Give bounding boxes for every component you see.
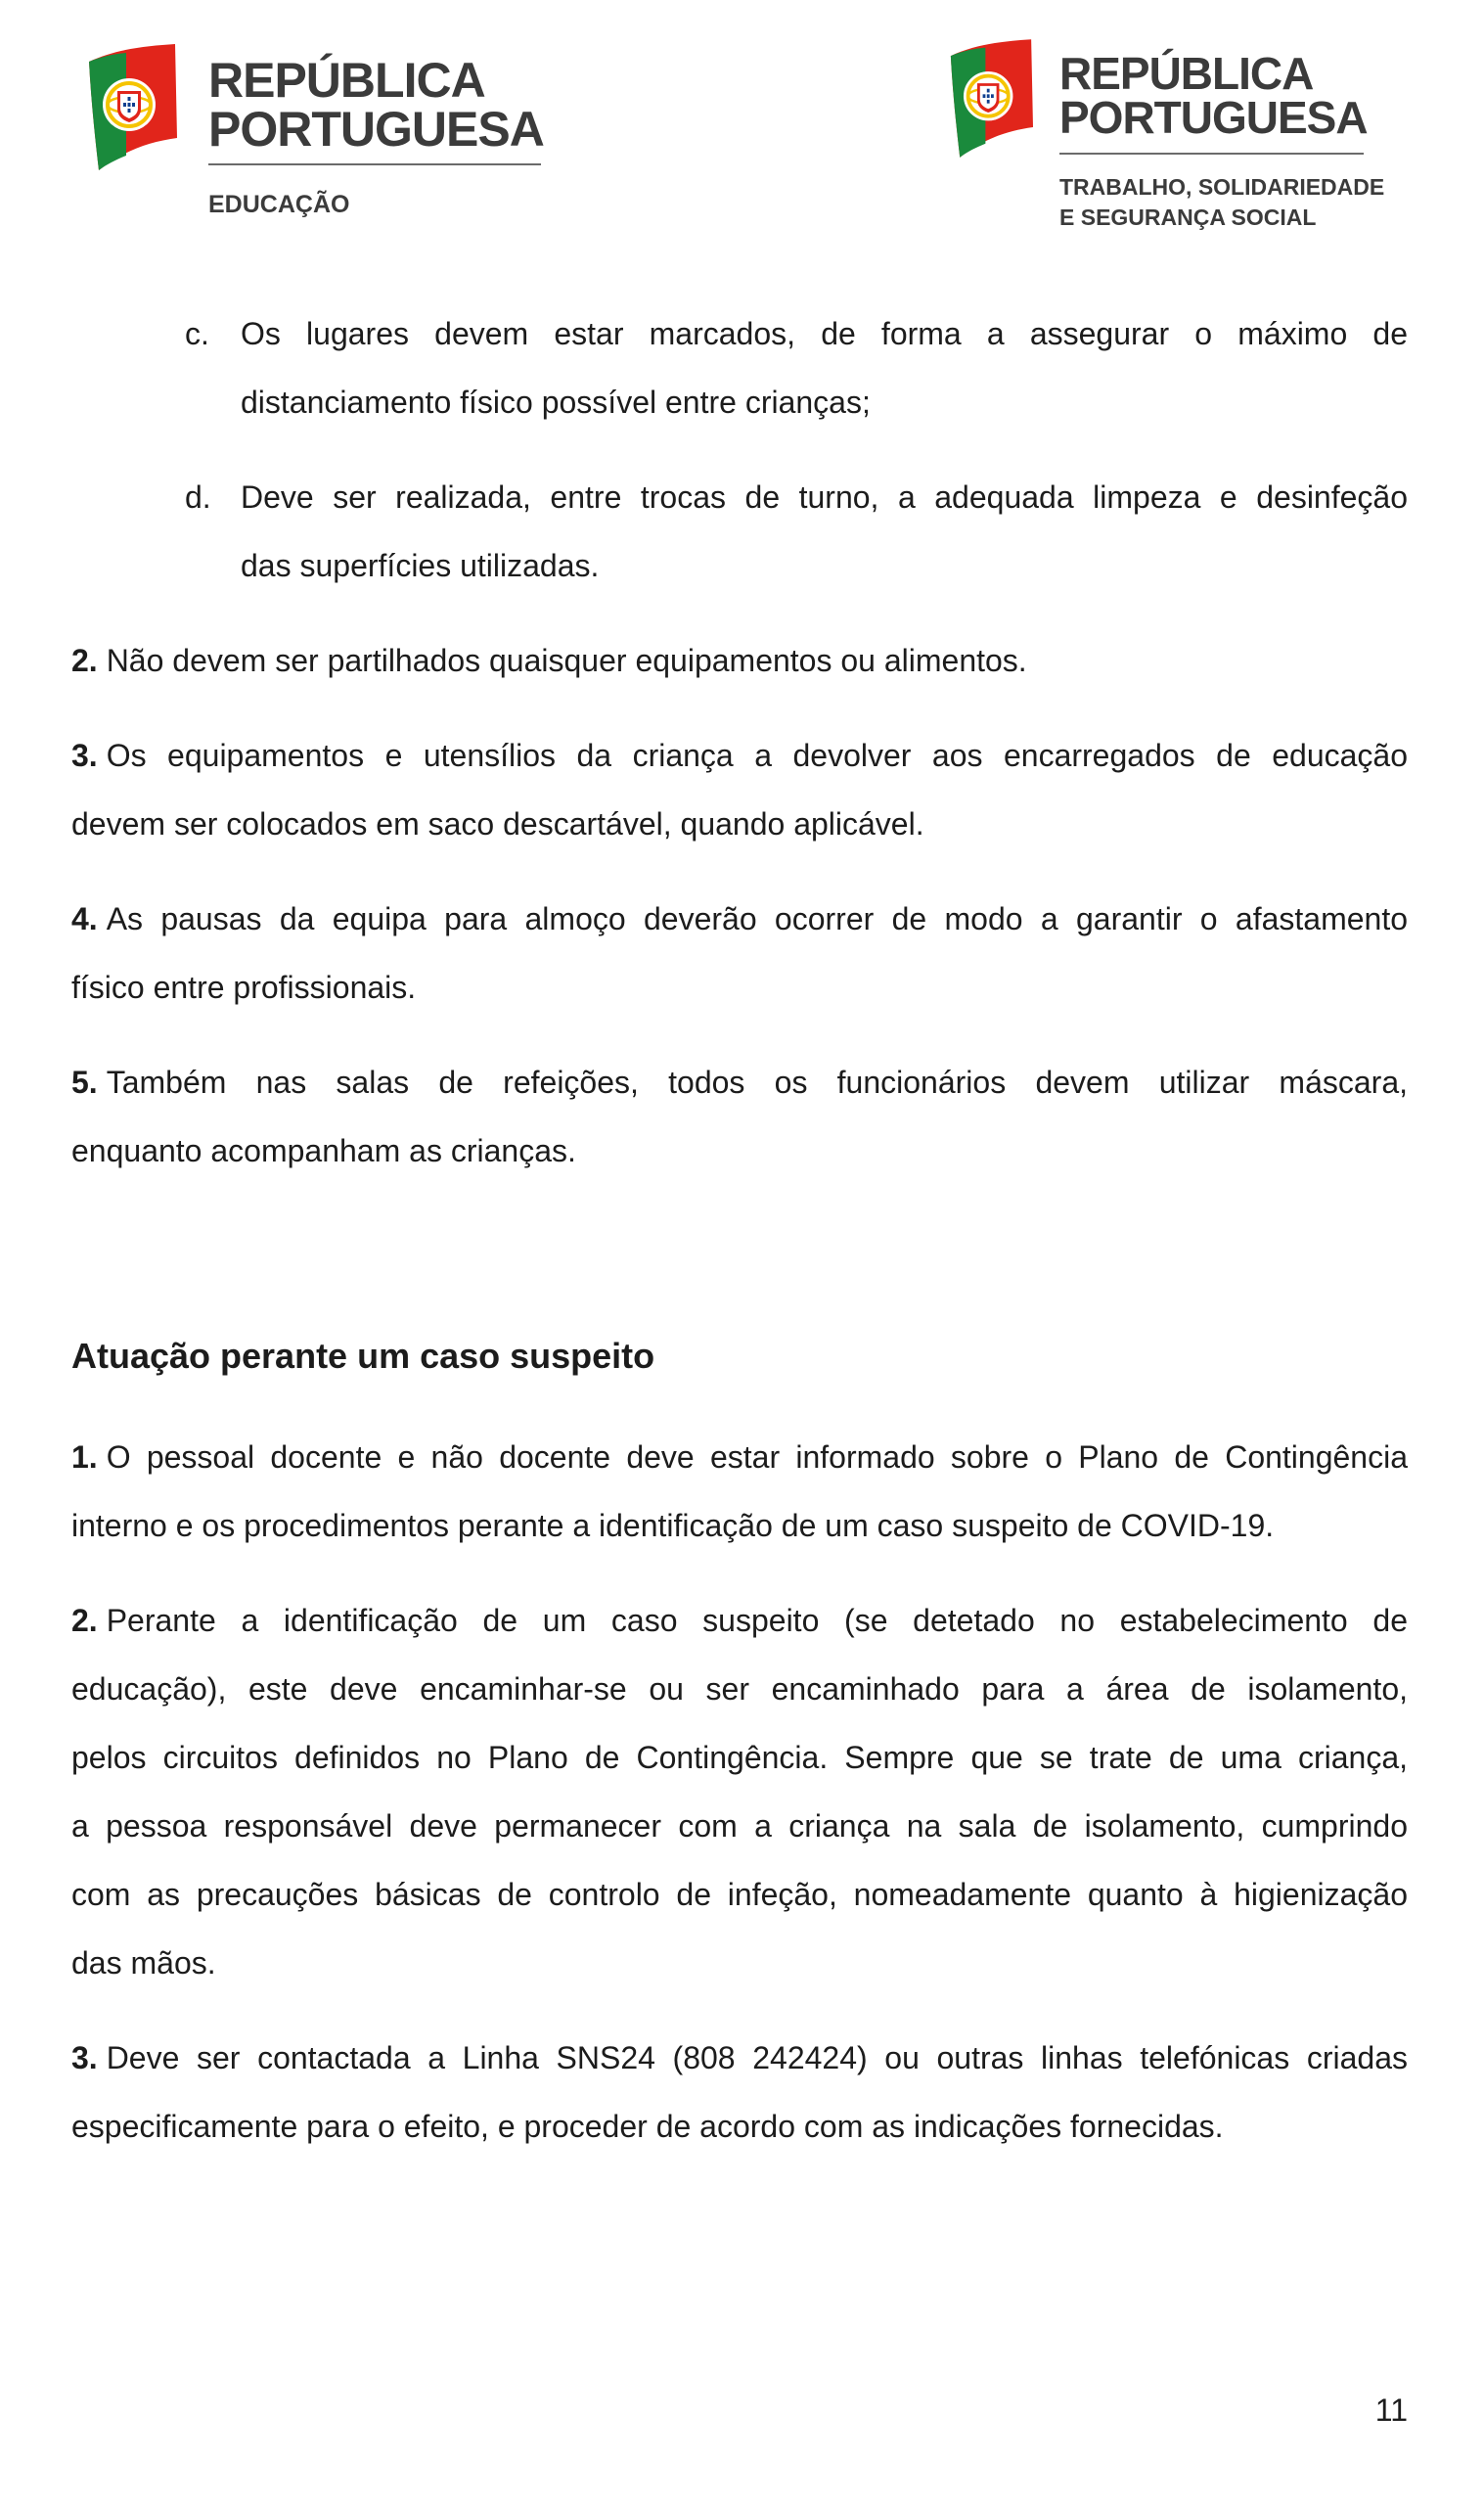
- logo-subtitle-line1: TRABALHO, SOLIDARIEDADE: [1059, 174, 1385, 200]
- paragraph-line: devem ser colocados em saco descartável, quando aplicável.: [71, 806, 924, 842]
- paragraph-line: [71, 626, 1408, 695]
- paragraph-number: 5.: [71, 1065, 98, 1100]
- list-item-line: das superfícies utilizadas.: [241, 548, 600, 583]
- paragraph-number: 2.: [71, 1603, 98, 1638]
- page-number: 11: [1374, 2392, 1408, 2428]
- portuguese-republic-emblem-icon: [87, 44, 177, 171]
- paragraph-line: interno e os procedimentos perante a identificação de um caso suspeito de COVID-19.: [71, 1508, 1275, 1543]
- logo-subtitle: EDUCAÇÃO: [208, 191, 350, 218]
- logo-title-line1: REPÚBLICA: [1059, 48, 1314, 99]
- logo-subtitle-line2: E SEGURANÇA SOCIAL: [1059, 205, 1317, 230]
- paragraph-line: educação), este deve encaminhar-se ou ser encaminhado para a área de isolamento,: [71, 1671, 1408, 1707]
- paragraph-line: [71, 721, 1408, 790]
- paragraph-line: [71, 1048, 1408, 1116]
- logo-title-line2: PORTUGUESA: [208, 102, 544, 157]
- paragraph-line: [71, 2024, 1408, 2092]
- logo-title-line2: PORTUGUESA: [1059, 92, 1368, 143]
- numbered-paragraph: [71, 721, 1408, 858]
- list-item-line: Os lugares devem estar marcados, de forma a assegurar o máximo de: [241, 316, 1408, 351]
- paragraph-line: físico entre profissionais.: [71, 970, 417, 1005]
- paragraph-line: pelos circuitos definidos no Plano de Contingência. Sempre que se trate de uma criança,: [71, 1740, 1408, 1775]
- logo-divider: [208, 163, 541, 165]
- paragraph-text: O pessoal docente e não docente deve estar informado sobre o Plano de Contingência: [106, 1439, 1408, 1475]
- paragraph-number: 2.: [71, 643, 98, 678]
- list-item: [185, 299, 1408, 436]
- portuguese-republic-emblem-icon: [949, 39, 1033, 159]
- paragraph-number: 3.: [71, 2040, 98, 2075]
- paragraph-line: especificamente para o efeito, e proceder de acordo com as indicações fornecidas.: [71, 2109, 1224, 2144]
- list-item: [185, 463, 1408, 600]
- list-item-label: d.: [185, 479, 211, 515]
- numbered-paragraph: [71, 1048, 1408, 1185]
- paragraph-line: [71, 885, 1408, 953]
- paragraph-line: [71, 1586, 1408, 1655]
- numbered-paragraph: [71, 2024, 1408, 2161]
- paragraph-text: Os equipamentos e utensílios da criança a devolver aos encarregados de educação: [106, 738, 1408, 773]
- paragraph-number: 4.: [71, 901, 98, 936]
- paragraph-text: Deve ser contactada a Linha SNS24 (808 242424) ou outras linhas telefónicas criadas: [106, 2040, 1408, 2075]
- paragraph-line: a pessoa responsável deve permanecer com a criança na sala de isolamento, cumprindo: [71, 1808, 1408, 1844]
- numbered-paragraph: [71, 1423, 1408, 1560]
- paragraph-text: Perante a identificação de um caso suspeito (se detetado no estabelecimento de: [106, 1603, 1408, 1638]
- paragraph-number: 3.: [71, 738, 98, 773]
- paragraph-text: Não devem ser partilhados quaisquer equipamentos ou alimentos.: [106, 643, 1027, 678]
- section-heading: Atuação perante um caso suspeito: [71, 1336, 655, 1376]
- numbered-paragraph: [71, 626, 1408, 695]
- list-item-label: c.: [185, 316, 209, 351]
- paragraph-line: das mãos.: [71, 1945, 216, 1981]
- paragraph-number: 1.: [71, 1439, 98, 1475]
- paragraph-text: As pausas da equipa para almoço deverão ocorrer de modo a garantir o afastamento: [106, 901, 1408, 936]
- logo-divider: [1059, 153, 1364, 155]
- numbered-paragraph: [71, 885, 1408, 1022]
- numbered-paragraph: [71, 1586, 1408, 1997]
- list-item-line: distanciamento físico possível entre crianças;: [241, 385, 871, 420]
- paragraph-line: [71, 1423, 1408, 1491]
- list-item-line: Deve ser realizada, entre trocas de turno, a adequada limpeza e desinfeção: [241, 479, 1408, 515]
- paragraph-text: Também nas salas de refeições, todos os funcionários devem utilizar máscara,: [106, 1065, 1408, 1100]
- paragraph-line: com as precauções básicas de controlo de infeção, nomeadamente quanto à higienização: [71, 1877, 1408, 1912]
- logo-title-line1: REPÚBLICA: [208, 53, 485, 108]
- paragraph-line: enquanto acompanham as crianças.: [71, 1133, 576, 1168]
